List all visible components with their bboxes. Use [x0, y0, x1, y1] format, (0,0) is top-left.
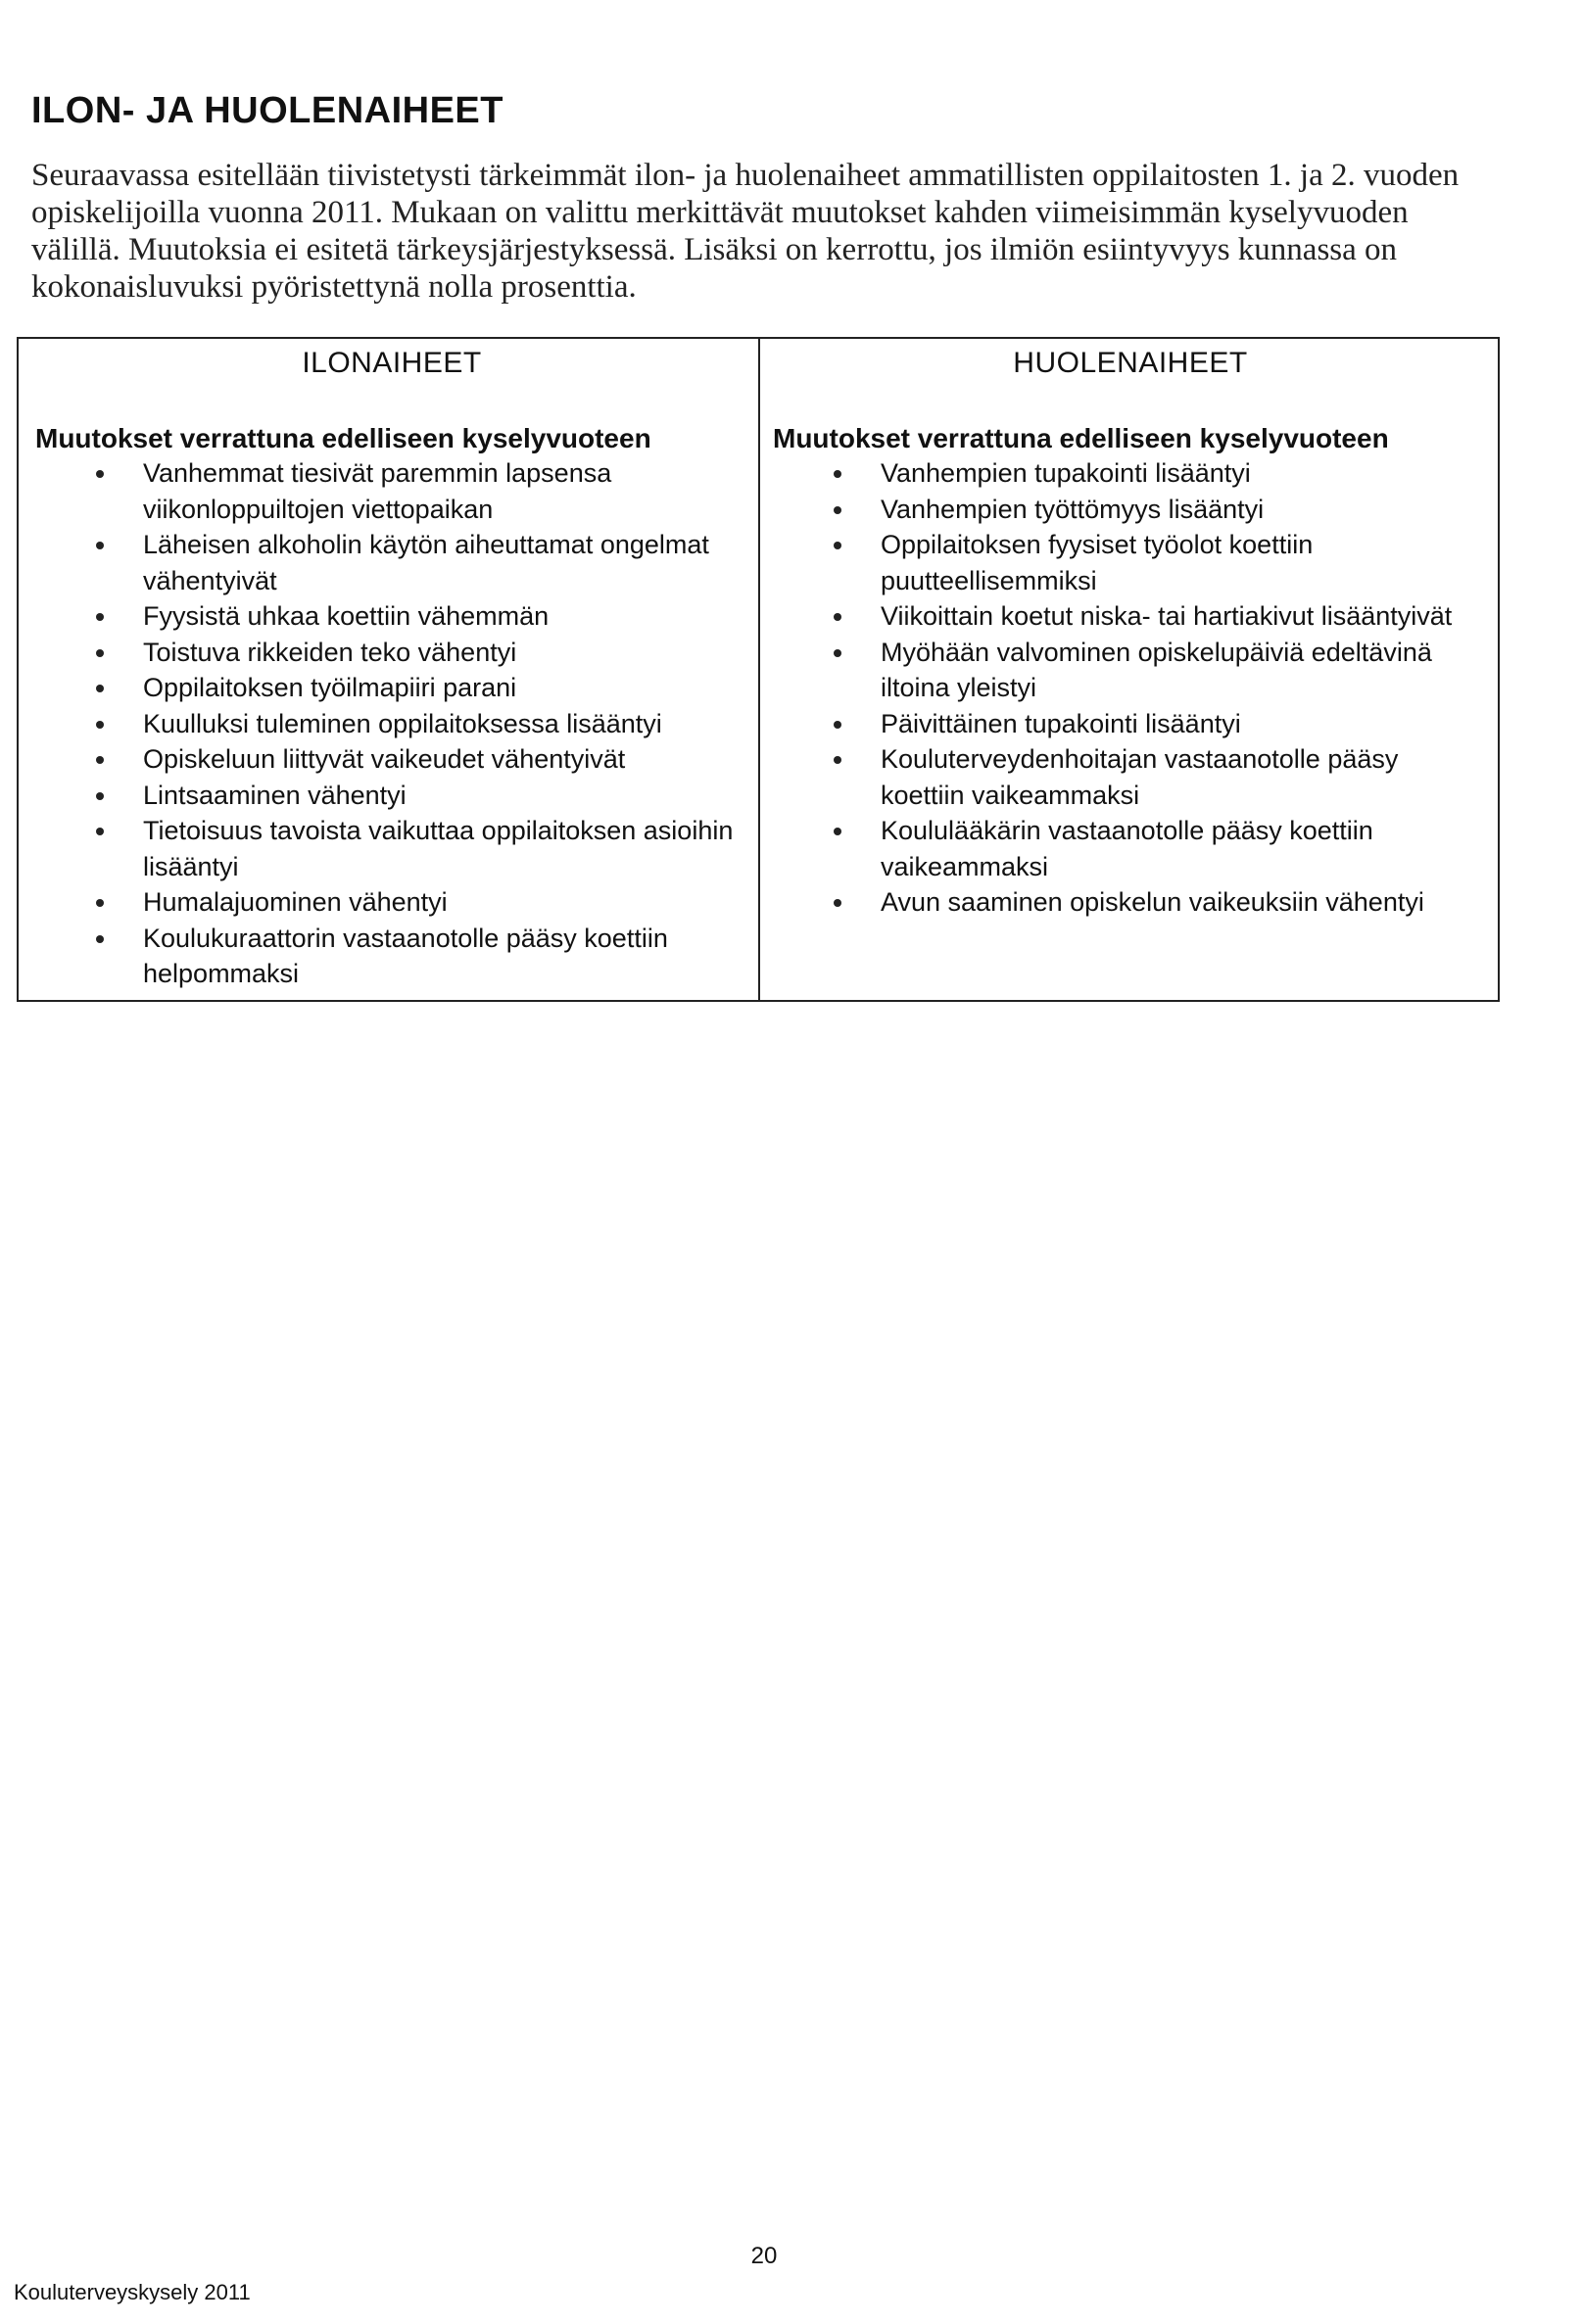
list-item: Vanhempien työttömyys lisääntyi: [881, 492, 1488, 528]
list-item: Oppilaitoksen työilmapiiri parani: [143, 670, 748, 706]
list-item: Päivittäinen tupakointi lisääntyi: [881, 706, 1488, 742]
concerns-subheading: Muutokset verrattuna edelliseen kyselyvuoteen: [773, 423, 1389, 453]
list-item: Koululääkärin vastaanotolle pääsy koettiin vaikeammaksi: [881, 813, 1488, 884]
page-number: 20: [750, 2243, 778, 2269]
list-item: Tietoisuus tavoista vaikuttaa oppilaitoksen asioihin lisääntyi: [143, 813, 748, 884]
list-item: Myöhään valvominen opiskelupäiviä edeltävinä iltoina yleistyi: [881, 635, 1488, 706]
list-item: Fyysistä uhkaa koettiin vähemmän: [143, 598, 748, 635]
intro-paragraph: Seuraavassa esitellään tiivistetysti tärkeimmät ilon- ja huolenaiheet ammatillisten oppilaitosten 1. ja 2. vuoden opiskelijoilla vuonna 2011. Mukaan on valittu merkittävät muutokset kahden viimeisimmän kyselyvuoden välillä. Muutoksia ei esitetä tärkeysjärjestyksessä. Lisäksi on kerrottu, jos ilmiön esiintyvyys kunnassa on kokonaisluvuksi pyöristettynä nolla prosenttia.: [31, 158, 1460, 305]
list-item: Humalajuominen vähentyi: [143, 884, 748, 921]
joys-column: [19, 339, 758, 1000]
list-item: Koulukuraattorin vastaanotolle pääsy koettiin helpommaksi: [143, 921, 748, 992]
list-item: Oppilaitoksen fyysiset työolot koettiin puutteellisemmiksi: [881, 527, 1488, 598]
list-item: Vanhemmat tiesivät paremmin lapsensa viikonloppuiltojen viettopaikan: [143, 455, 748, 527]
list-item: Kuulluksi tuleminen oppilaitoksessa lisääntyi: [143, 706, 748, 742]
joys-list: [35, 455, 748, 992]
joys-heading: ILONAIHEET: [302, 347, 482, 379]
concerns-list: [773, 455, 1488, 921]
joys-subheading: Muutokset verrattuna edelliseen kyselyvuoteen: [35, 423, 651, 453]
summary-table: [17, 337, 1500, 1002]
concerns-heading: HUOLENAIHEET: [1013, 347, 1248, 379]
footer-text: Kouluterveyskysely 2011: [14, 2280, 251, 2304]
list-item: Toistuva rikkeiden teko vähentyi: [143, 635, 748, 671]
concerns-column: [758, 339, 1498, 1000]
list-item: Viikoittain koetut niska- tai hartiakivut lisääntyivät: [881, 598, 1488, 635]
list-item: Opiskeluun liittyvät vaikeudet vähentyivät: [143, 741, 748, 778]
list-item: Vanhempien tupakointi lisääntyi: [881, 455, 1488, 492]
page-title: ILON- JA HUOLENAIHEET: [31, 90, 503, 131]
list-item: Avun saaminen opiskelun vaikeuksiin vähentyi: [881, 884, 1488, 921]
list-item: Lintsaaminen vähentyi: [143, 778, 748, 814]
list-item: Läheisen alkoholin käytön aiheuttamat ongelmat vähentyivät: [143, 527, 748, 598]
list-item: Kouluterveydenhoitajan vastaanotolle pääsy koettiin vaikeammaksi: [881, 741, 1488, 813]
